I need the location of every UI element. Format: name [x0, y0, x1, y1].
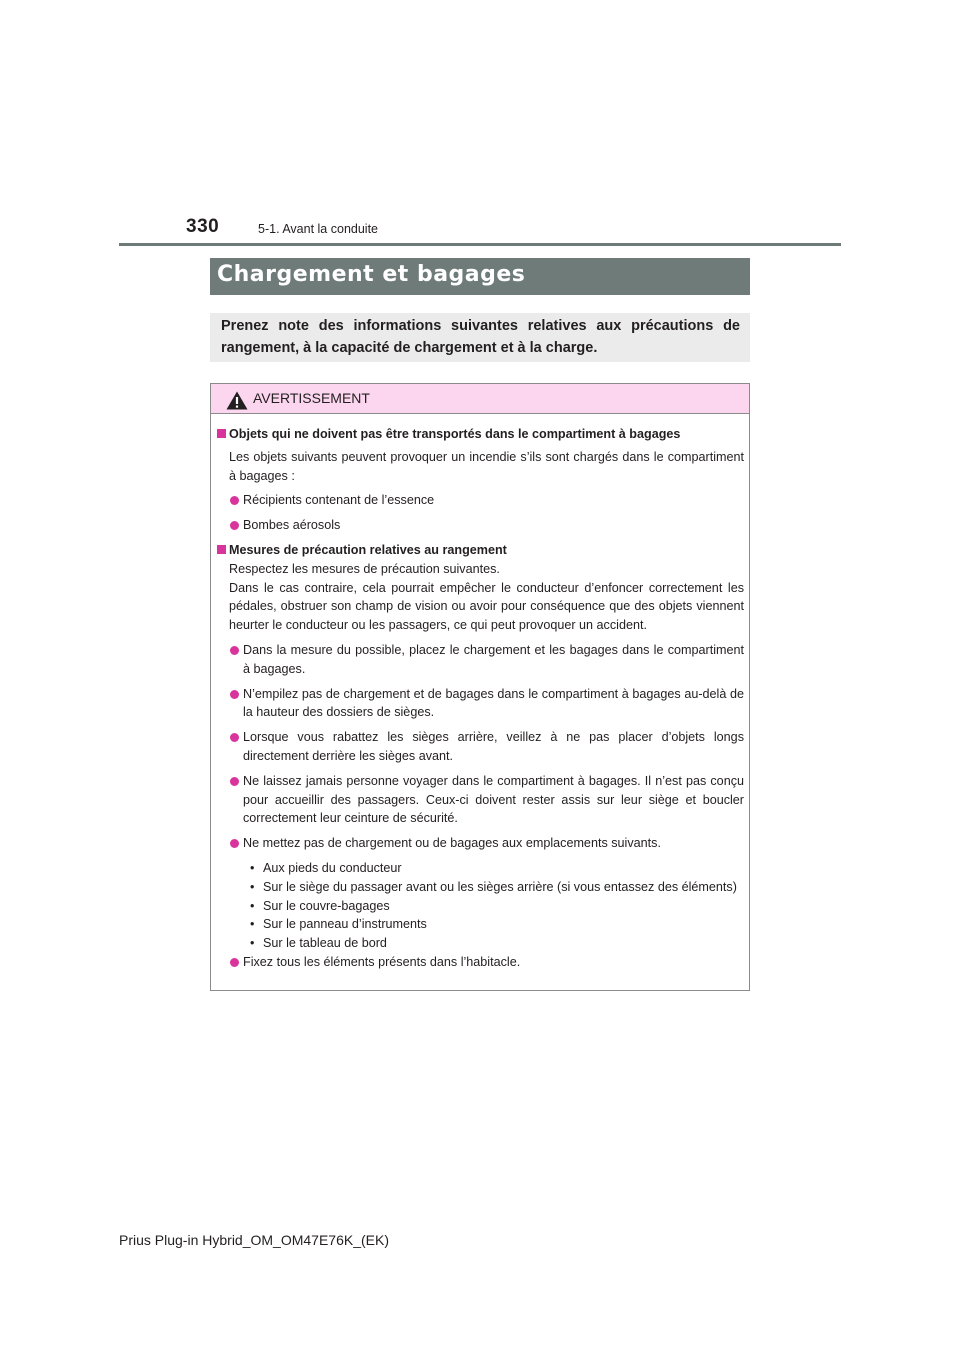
- round-bullet-icon: [230, 690, 239, 699]
- square-bullet-icon: [217, 545, 226, 554]
- list-item: Bombes aérosols: [217, 516, 744, 535]
- footer-doc-id: Prius Plug-in Hybrid_OM_OM47E76K_(EK): [119, 1232, 389, 1248]
- round-bullet-icon: [230, 521, 239, 530]
- sub-list-item: • Sur le panneau d’instruments: [250, 917, 427, 932]
- sub-list-item: • Sur le siège du passager avant ou les sièges arrière (si vous entassez des éléments): [250, 879, 737, 894]
- intro-text: Prenez note des informations suivantes relatives aux précautions de rangement, à la capacité de chargement et à la charge.: [221, 318, 740, 356]
- warning-body: [217, 425, 744, 972]
- header-divider: [119, 243, 841, 246]
- round-bullet-icon: [230, 496, 239, 505]
- section-heading: Mesures de précaution relatives au rangement: [217, 541, 744, 560]
- list-item: Dans la mesure du possible, placez le chargement et les bagages dans le compartiment à bagages.: [217, 641, 744, 679]
- round-bullet-icon: [230, 958, 239, 967]
- section-label: 5-1. Avant la conduite: [258, 222, 378, 236]
- round-bullet-icon: [230, 733, 239, 742]
- section-text: Les objets suivants peuvent provoquer un incendie s’ils sont chargés dans le compartiment à bagages :: [229, 449, 744, 483]
- page-number: 330: [186, 216, 220, 237]
- warning-header: [211, 384, 749, 414]
- list-item: Ne laissez jamais personne voyager dans le compartiment à bagages. Il n’est pas conçu pour accueillir des passagers. Ceux-ci doivent rester assis sur leur siège et boucler correctement leur ceinture de sécurité.: [217, 772, 744, 828]
- warning-triangle-icon: [226, 391, 248, 410]
- list-item: Récipients contenant de l’essence: [217, 491, 744, 510]
- section-heading: Objets qui ne doivent pas être transportés dans le compartiment à bagages: [217, 425, 744, 444]
- round-bullet-icon: [230, 839, 239, 848]
- warning-label: AVERTISSEMENT: [253, 390, 370, 406]
- section-text: Respectez les mesures de précaution suivantes.: [229, 561, 500, 576]
- list-item: Ne mettez pas de chargement ou de bagages aux emplacements suivants.: [217, 834, 744, 853]
- round-bullet-icon: [230, 777, 239, 786]
- sub-list-item: • Sur le tableau de bord: [250, 936, 387, 951]
- list-item: Fixez tous les éléments présents dans l’habitacle.: [217, 953, 744, 972]
- square-bullet-icon: [217, 429, 226, 438]
- list-item: Lorsque vous rabattez les sièges arrière, veillez à ne pas placer d’objets longs directement derrière les sièges avant.: [217, 728, 744, 766]
- warning-box: [210, 383, 750, 991]
- list-item: N’empilez pas de chargement et de bagages dans le compartiment à bagages au-delà de la hauteur des dossiers de sièges.: [217, 685, 744, 723]
- intro-box: [210, 313, 750, 362]
- page-title: Chargement et bagages: [217, 262, 526, 287]
- sub-list-item: • Aux pieds du conducteur: [250, 860, 402, 875]
- page-title-bar: [210, 258, 750, 295]
- section-text: Dans le cas contraire, cela pourrait empêcher le conducteur d’enfoncer correctement les pédales, obstruer son champ de vision ou avoir pour conséquence que des objets viennent heurter le conducteur ou les passagers, ce qui peut provoquer un accident.: [229, 580, 744, 633]
- round-bullet-icon: [230, 646, 239, 655]
- sub-list-item: • Sur le couvre-bagages: [250, 898, 390, 913]
